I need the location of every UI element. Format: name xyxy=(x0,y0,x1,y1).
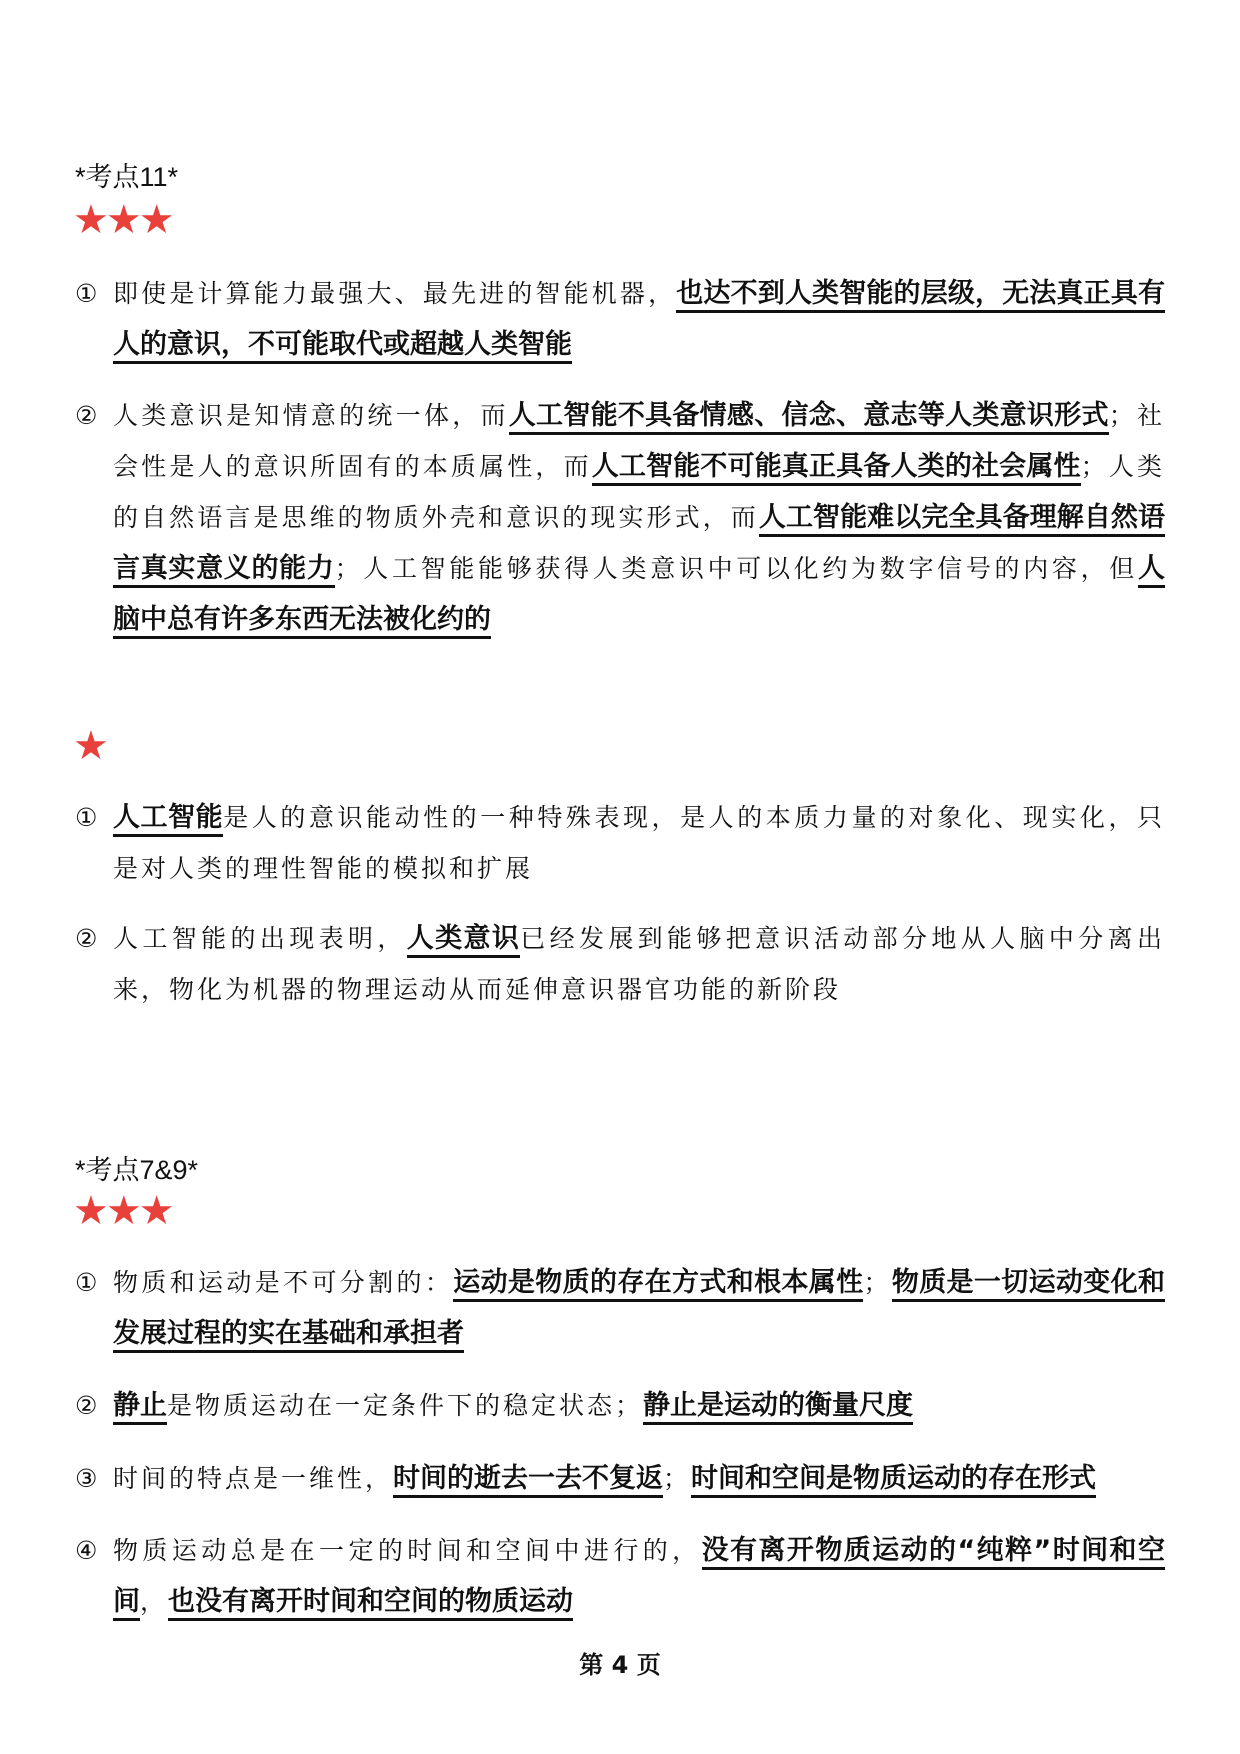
item-text xyxy=(75,913,1165,1015)
item-text xyxy=(75,792,1165,894)
point-item xyxy=(75,1380,1165,1431)
key-point-text: 人类意识 xyxy=(407,923,520,958)
point-item xyxy=(75,792,1165,894)
plain-text: ； xyxy=(863,1268,892,1297)
key-point-text: 静止是运动的衡量尺度 xyxy=(643,1390,913,1425)
item-number: ③ xyxy=(75,1464,98,1493)
key-point-text: 人脑中总有许多东西无法被化约的 xyxy=(113,553,1165,639)
key-point-text: 也达不到人类智能的层级，无法真正具有人的意识，不可能取代或超越人类智能 xyxy=(113,278,1165,364)
key-point-text: 时间的逝去一去不复返 xyxy=(393,1463,663,1498)
key-point-text: 运动是物质的存在方式和根本属性 xyxy=(453,1267,863,1302)
key-point-text: 人工智能难以完全具备理解自然语言真实意义的能力 xyxy=(113,502,1165,588)
point-item xyxy=(75,268,1165,370)
plain-text: 物质和运动是不可分割的： xyxy=(113,1268,454,1297)
item-number: ② xyxy=(75,1391,98,1420)
item-number: ① xyxy=(75,279,98,308)
key-point-text: 没有离开物质运动的“纯粹”时间和空间 xyxy=(113,1535,1165,1621)
point-item xyxy=(75,390,1165,645)
key-point-text: 静止 xyxy=(113,1390,167,1425)
key-point-text: 物质是一切运动变化和发展过程的实在基础和承担者 xyxy=(113,1267,1165,1353)
key-point-text: 也没有离开时间和空间的物质运动 xyxy=(168,1586,573,1621)
point-item xyxy=(75,1525,1165,1627)
item-number: ① xyxy=(75,803,98,832)
section-3-heading: *考点7&9* xyxy=(75,1155,199,1185)
key-point-text: 人工智能不具备情感、信念、意志等人类意识形式 xyxy=(509,400,1109,435)
importance-stars-icon: ★★★ xyxy=(73,197,172,243)
point-item xyxy=(75,913,1165,1015)
key-point-text: 人工智能 xyxy=(113,802,223,837)
plain-text: 人工智能的出现表明， xyxy=(113,924,407,953)
item-text xyxy=(75,390,1165,645)
item-number: ② xyxy=(75,401,98,430)
plain-text: 是人的意识能动性的一种特殊表现，是人的本质力量的对象化、现实化，只是对人类的理性智能的模拟和扩展 xyxy=(113,803,1166,883)
item-text xyxy=(75,268,1165,370)
importance-stars-icon: ★★★ xyxy=(73,1188,172,1234)
item-number: ④ xyxy=(75,1536,98,1565)
plain-text: 人类意识是知情意的统一体，而 xyxy=(113,401,509,430)
plain-text: ； xyxy=(663,1464,692,1493)
key-point-text: 时间和空间是物质运动的存在形式 xyxy=(691,1463,1096,1498)
item-text xyxy=(75,1257,1165,1359)
item-text xyxy=(75,1453,1165,1504)
plain-text: ；人工智能能够获得人类意识中可以化约为数字信号的内容，但 xyxy=(334,554,1138,583)
item-number: ② xyxy=(75,924,98,953)
key-point-text: 人工智能不可能真正具备人类的社会属性 xyxy=(592,451,1081,486)
item-number: ① xyxy=(75,1268,98,1297)
plain-text: 时间的特点是一维性， xyxy=(113,1464,394,1493)
page-number: 第 4 页 xyxy=(579,1651,661,1679)
plain-text: ；社会性是人的意识所固有的本质属性，而 xyxy=(113,401,1165,481)
plain-text: ；人类的自然语言是思维的物质外壳和意识的现实形式，而 xyxy=(113,452,1165,532)
point-item xyxy=(75,1453,1165,1504)
plain-text: 是物质运动在一定条件下的稳定状态； xyxy=(167,1391,644,1420)
item-text xyxy=(75,1525,1165,1627)
item-text xyxy=(75,1380,1165,1431)
plain-text: 物质运动总是在一定的时间和空间中进行的， xyxy=(113,1536,702,1565)
importance-stars-icon: ★ xyxy=(73,723,106,769)
plain-text: 已经发展到能够把意识活动部分地从人脑中分离出来，物化为机器的物理运动从而延伸意识器官功能的新阶段 xyxy=(113,924,1165,1004)
plain-text: ， xyxy=(140,1587,169,1616)
point-item xyxy=(75,1257,1165,1359)
plain-text: 即使是计算能力最强大、最先进的智能机器， xyxy=(113,279,677,308)
section-1-heading: *考点11* xyxy=(75,162,179,192)
